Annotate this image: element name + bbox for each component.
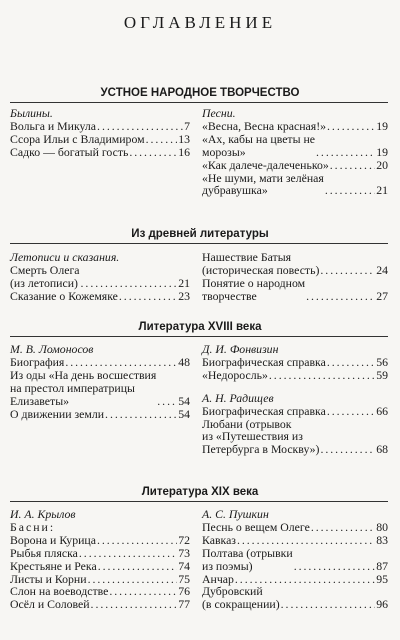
toc-entry <box>10 264 190 290</box>
dot-leader <box>97 534 177 547</box>
dot-leader <box>91 598 178 611</box>
entry-page: 24 <box>376 262 388 277</box>
toc-entry <box>202 405 388 418</box>
dot-leader <box>79 547 177 560</box>
entry-page: 96 <box>376 597 388 612</box>
genre-heading: Басни: <box>10 519 56 534</box>
entry-title: Кавказ <box>202 532 236 547</box>
entry-title: Биографическая справка <box>202 403 326 418</box>
toc-entry <box>10 598 190 611</box>
entry-page: 21 <box>376 183 388 198</box>
entry-title: «Как далече-далеченько» <box>202 157 329 172</box>
entry-title: Садко — богатый гость <box>10 144 129 159</box>
toc-entry <box>202 172 388 198</box>
toc-entry <box>10 369 190 408</box>
dot-leader <box>129 146 177 159</box>
section-heading-old-literature: Из древней литературы <box>131 228 269 240</box>
entry-page: 19 <box>376 118 388 133</box>
entry-page: 76 <box>178 584 190 599</box>
column-pushkin <box>202 508 388 611</box>
dot-leader <box>320 264 375 277</box>
entry-title: «Не шуми, мати зелёная дубравушка» <box>202 170 324 198</box>
entry-page: 77 <box>178 597 190 612</box>
entry-title: Из оды «На день восшествия на престол императрицы Елизаветы» <box>10 367 157 408</box>
dot-leader <box>146 133 178 146</box>
toc-entry <box>202 159 388 172</box>
toc-entry <box>202 120 388 133</box>
column-fonvizin-radishchev <box>202 343 388 456</box>
entry-page: 56 <box>376 354 388 369</box>
column-old-literature-right <box>202 251 388 303</box>
entry-page: 23 <box>178 288 190 303</box>
toc-entry <box>202 547 388 573</box>
toc-entry <box>10 146 190 159</box>
author-heading: Д. И. Фонвизин <box>202 342 279 356</box>
entry-page: 68 <box>376 442 388 457</box>
author-heading: А. С. Пушкин <box>202 507 269 521</box>
dot-leader <box>281 598 376 611</box>
entry-page: 59 <box>376 367 388 382</box>
group-heading: Песни. <box>202 106 236 120</box>
entry-page: 87 <box>376 558 388 573</box>
section-divider <box>10 336 388 337</box>
toc-entry <box>202 356 388 369</box>
dot-leader <box>119 290 177 303</box>
entry-title: Полтава (отрывки из поэмы) <box>202 545 293 573</box>
dot-leader <box>97 120 183 133</box>
toc-entry <box>202 277 388 303</box>
entry-page: 95 <box>376 571 388 586</box>
entry-title: Дубровский (в сокращении) <box>202 584 280 612</box>
dot-leader <box>311 521 375 534</box>
section-divider <box>10 243 388 244</box>
toc-entry <box>202 369 388 382</box>
entry-page: 72 <box>178 532 190 547</box>
toc-entry <box>10 408 190 421</box>
entry-title: Листы и Корни <box>10 571 87 586</box>
page-title: ОГЛАВЛЕНИЕ <box>123 13 277 32</box>
dot-leader <box>327 356 375 369</box>
entry-title: Рыбья пляска <box>10 545 78 560</box>
dot-leader <box>327 120 375 133</box>
entry-title: «Недоросль» <box>202 367 268 382</box>
toc-entry <box>10 560 190 573</box>
entry-title: Понятие о народном творчестве <box>202 275 306 303</box>
column-lomonosov <box>10 343 190 420</box>
column-pesni <box>202 107 388 197</box>
dot-leader <box>330 159 375 172</box>
entry-page: 7 <box>184 118 190 133</box>
entry-page: 74 <box>178 558 190 573</box>
toc-entry <box>10 133 190 146</box>
toc-entry <box>10 534 190 547</box>
entry-page: 21 <box>178 275 190 290</box>
dot-leader <box>316 146 375 159</box>
entry-page: 75 <box>178 571 190 586</box>
section-heading-18th-century: Литература XVIII века <box>138 321 262 333</box>
section-heading-19th-century: Литература XIX века <box>141 486 259 498</box>
section-divider <box>10 501 388 502</box>
toc-entry <box>202 418 388 457</box>
entry-title: Нашествие Батыя (историческая повесть) <box>202 250 320 277</box>
dot-leader <box>65 356 177 369</box>
entry-title: Анчар <box>202 571 234 586</box>
entry-title: Сказание о Кожемяке <box>10 288 118 303</box>
entry-page: 19 <box>376 144 388 159</box>
entry-page: 73 <box>178 545 190 560</box>
dot-leader <box>294 560 376 573</box>
author-heading: М. В. Ломоносов <box>10 342 94 356</box>
group-heading: Былины. <box>10 106 53 120</box>
dot-leader <box>325 184 375 197</box>
toc-entry <box>10 120 190 133</box>
toc-entry <box>202 251 388 277</box>
toc-entry <box>202 585 388 611</box>
dot-leader <box>327 405 375 418</box>
group-heading: Летописи и сказания. <box>10 250 120 264</box>
entry-title: Осёл и Соловей <box>10 597 90 612</box>
entry-page: 16 <box>178 144 190 159</box>
toc-entry <box>10 356 190 369</box>
dot-leader <box>81 277 178 290</box>
column-chronicles <box>10 251 190 303</box>
toc-entry <box>202 534 388 547</box>
entry-page: 80 <box>376 519 388 534</box>
entry-title: Ссора Ильи с Владимиром <box>10 131 145 146</box>
entry-title: О движении земли <box>10 406 105 421</box>
dot-leader <box>98 560 178 573</box>
entry-title: «Ах, кабы на цветы не морозы» <box>202 131 316 159</box>
toc-entry <box>10 547 190 560</box>
entry-page: 54 <box>178 406 190 421</box>
entry-title: Биография <box>10 354 65 369</box>
entry-page: 48 <box>178 354 190 369</box>
column-krylov <box>10 508 190 611</box>
entry-page: 20 <box>376 157 388 172</box>
dot-leader <box>105 408 177 421</box>
entry-title: Вольга и Микула <box>10 118 97 133</box>
author-heading: А. Н. Радищев <box>202 390 274 405</box>
entry-title: Смерть Олега (из летописи) <box>10 262 80 290</box>
section-heading-oral-folk: УСТНОЕ НАРОДНОЕ ТВОРЧЕСТВО <box>100 87 300 99</box>
column-byliny <box>10 107 190 159</box>
entry-title: Песнь о вещем Олеге <box>202 519 310 534</box>
author-heading: И. А. Крылов <box>10 507 76 521</box>
entry-title: Биографическая справка <box>202 354 326 369</box>
entry-page: 54 <box>178 393 190 408</box>
dot-leader <box>109 585 177 598</box>
entry-title: Ворона и Курица <box>10 532 96 547</box>
entry-page: 66 <box>376 403 388 418</box>
dot-leader <box>237 534 375 547</box>
toc-entry <box>202 521 388 534</box>
section-divider <box>10 102 388 103</box>
dot-leader <box>157 395 177 408</box>
dot-leader <box>320 443 375 456</box>
entry-title: Слон на воеводстве <box>10 584 109 599</box>
toc-entry <box>10 290 190 303</box>
dot-leader <box>306 290 375 303</box>
dot-leader <box>269 369 375 382</box>
toc-entry <box>202 133 388 159</box>
entry-title: Любани (отрывок из «Путешествия из Петербурга в Москву») <box>202 416 320 457</box>
entry-title: Крестьяне и Река <box>10 558 97 573</box>
entry-page: 83 <box>376 532 388 547</box>
entry-page: 27 <box>376 288 388 303</box>
entry-page: 13 <box>178 131 190 146</box>
entry-title: «Весна, Весна красная!» <box>202 118 327 133</box>
